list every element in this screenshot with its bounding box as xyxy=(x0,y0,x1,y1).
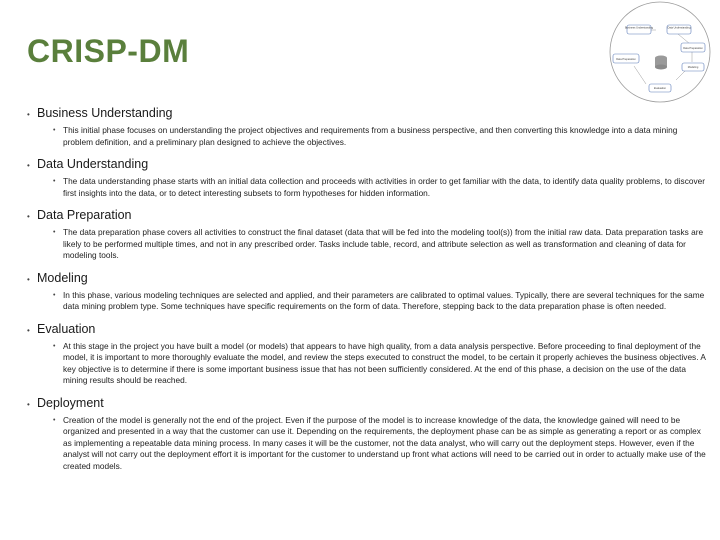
bullet-icon: • xyxy=(27,399,30,409)
svg-text:Data Understanding: Data Understanding xyxy=(667,26,691,30)
phase-box-data-preparation xyxy=(681,43,705,52)
page-title: CRISP-DM xyxy=(27,33,190,69)
bullet-icon: • xyxy=(27,161,30,170)
bullet-icon: • xyxy=(53,178,56,185)
section-text: Creation of the model is generally not the end of the project. Even if the purpose of the model is to increase knowledge of the data, the knowledge gained will need to be organized and presented in a way that the customer can use it. Depending on the requirements, the deployment phase can be as simple as generating a report or as complex as implementing a repeatable data mining process. In many cases it will be the customer, not the data analyst, who will carry out the deployment steps. However, even if the analyst will not carry out the deployment effort it is important for the customer to understand up front what actions will need to be carried out in order to actually make use of the created models. xyxy=(63,414,706,471)
section-heading: Modeling xyxy=(37,270,88,285)
bullet-icon: • xyxy=(27,212,30,221)
phase-box-evaluation xyxy=(649,84,671,92)
section-evaluation xyxy=(27,322,707,387)
section-data-understanding xyxy=(27,157,707,199)
section-heading: Deployment xyxy=(37,395,104,410)
svg-text:Evaluation: Evaluation xyxy=(653,87,667,90)
bullet-icon: • xyxy=(53,291,56,299)
phase-box-business-understanding xyxy=(625,25,654,34)
svg-text:Data Preparation: Data Preparation xyxy=(616,58,636,61)
section-text: The data understanding phase starts with an initial data collection and proceeds with activities in order to get familiar with the data, to identify data quality problems, to discover first insights into the data, or to detect interesting subsets to form hypotheses for hidden information. xyxy=(63,176,705,198)
section-data-preparation xyxy=(27,208,707,262)
section-deployment xyxy=(27,396,707,473)
bullet-icon: • xyxy=(27,110,30,119)
phase-box-data-understanding xyxy=(667,25,691,34)
section-heading: Data Understanding xyxy=(37,157,149,171)
bullet-icon: • xyxy=(53,416,56,424)
section-modeling xyxy=(27,271,707,313)
bullet-icon: • xyxy=(27,274,30,284)
bullet-icon: • xyxy=(53,229,56,236)
section-heading: Business Understanding xyxy=(37,106,173,120)
bullet-icon: • xyxy=(27,325,30,335)
section-text: At this stage in the project you have built a model (or models) that appears to have high quality, from a data analysis perspective. Before proceeding to final deployment of the model, it is important to more thoroughly evaluate the model, and review the steps executed to construct the model, to be certain it properly achieves the business objectives. A key objective is to determine if there is some important business issue that has not been sufficiently considered. At the end of this phase, a decision on the use of the data mining results should be reached. xyxy=(63,340,706,385)
section-text: The data preparation phase covers all activities to construct the final dataset (data that will be fed into the modeling tool(s)) from the initial raw data. Data preparation tasks are likely to be performed multiple times, and not in any prescribed order. Tasks include table, record, and attribute selection as well as transformation and cleaning of data for modeling tools. xyxy=(63,227,704,260)
bullet-icon: • xyxy=(53,342,56,350)
bullet-icon: • xyxy=(53,127,56,134)
section-heading: Evaluation xyxy=(37,321,96,336)
phase-box-deployment-left xyxy=(613,54,639,63)
phase-box-modeling xyxy=(682,63,704,71)
crisp-dm-cycle-diagram xyxy=(606,0,714,104)
svg-text:Modeling: Modeling xyxy=(687,66,699,69)
section-heading: Data Preparation xyxy=(37,208,132,222)
section-text: This initial phase focuses on understanding the project objectives and requirements from a business perspective, and then converting this knowledge into a data mining problem definition, and a preliminary plan designed to achieve the objectives. xyxy=(63,125,678,147)
section-text: In this phase, various modeling techniques are selected and applied, and their parameters are calibrated to optimal values. Typically, there are several techniques for the same data mining problem type. Some techniques have specific requirements on the form of data. Therefore, stepping back to the data preparation phase is often needed. xyxy=(63,289,705,311)
svg-text:Data Preparation: Data Preparation xyxy=(683,47,703,50)
section-business-understanding xyxy=(27,106,707,148)
section-list xyxy=(27,106,707,481)
svg-text:Business Understanding: Business Understanding xyxy=(624,26,654,30)
